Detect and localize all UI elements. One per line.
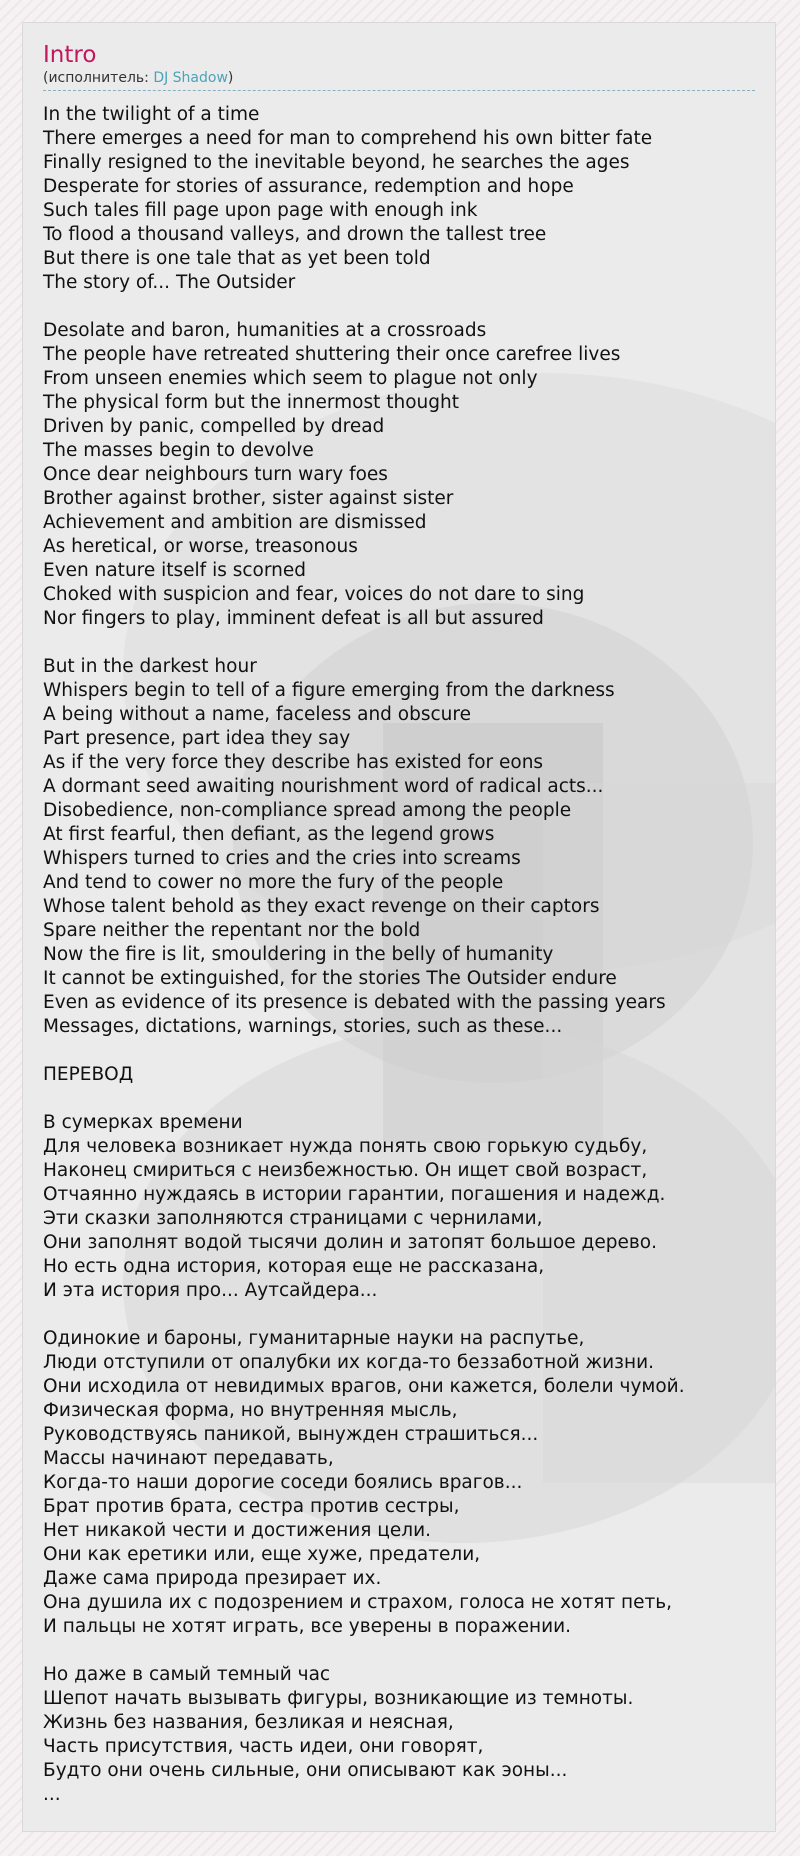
lyrics-line: Даже сама природа презирает их.	[43, 1568, 382, 1589]
lyrics-line: It cannot be extinguished, for the stories The Outsider endure	[43, 968, 617, 989]
performer-suffix: )	[227, 70, 234, 86]
lyrics-line: Жизнь без названия, безликая и неясная,	[43, 1712, 454, 1733]
lyrics-line: Messages, dictations, warnings, stories, such as these...	[43, 1016, 563, 1037]
lyrics-line: Они исходила от невидимых врагов, они кажется, болели чумой.	[43, 1376, 685, 1397]
lyrics-line: At first fearful, then defiant, as the legend grows	[43, 824, 495, 845]
lyrics-line: Они как еретики или, еще хуже, предатели,	[43, 1544, 481, 1565]
lyrics-line: The physical form but the innermost thought	[43, 392, 459, 413]
lyrics-line: Когда-то наши дорогие соседи боялись врагов...	[43, 1472, 523, 1493]
lyrics-blank-line	[43, 1087, 755, 1111]
lyrics-line: Но даже в самый темный час	[43, 1664, 331, 1685]
lyrics-line: Наконец смириться с неизбежностью. Он ищет свой возраст,	[43, 1160, 648, 1181]
lyrics-line: Whose talent behold as they exact revenge on their captors	[43, 896, 600, 917]
lyrics-blank-line	[43, 1639, 755, 1663]
lyrics-line: И пальцы не хотят играть, все уверены в поражении.	[43, 1616, 572, 1637]
lyrics-blank-line	[43, 631, 755, 655]
lyrics-line: The story of... The Outsider	[43, 272, 296, 293]
lyrics-line: Они заполнят водой тысячи долин и затопят большое дерево.	[43, 1232, 657, 1253]
lyrics-line: Whispers begin to tell of a figure emerging from the darkness	[43, 680, 615, 701]
lyrics-line: To flood a thousand valleys, and drown the tallest tree	[43, 224, 547, 245]
lyrics-line: Even as evidence of its presence is debated with the passing years	[43, 992, 666, 1013]
lyrics-line: In the twilight of a time	[43, 104, 260, 125]
lyrics-line: Она душила их с подозрением и страхом, голоса не хотят петь,	[43, 1592, 673, 1613]
lyrics-line: As heretical, or worse, treasonous	[43, 536, 358, 557]
lyrics-line: But in the darkest hour	[43, 656, 257, 677]
lyrics-line: Физическая форма, но внутренняя мысль,	[43, 1400, 458, 1421]
performer-link[interactable]: DJ Shadow	[153, 70, 228, 86]
lyrics-line: But there is one tale that as yet been told	[43, 248, 431, 269]
lyrics-blank-line	[43, 1039, 755, 1063]
lyrics-line: Finally resigned to the inevitable beyond, he searches the ages	[43, 152, 630, 173]
lyrics-line: Brother against brother, sister against sister	[43, 488, 454, 509]
lyrics-line: Achievement and ambition are dismissed	[43, 512, 427, 533]
lyrics-line: Для человека возникает нужда понять свою горькую судьбу,	[43, 1136, 648, 1157]
content	[23, 23, 775, 1807]
lyrics-line: And tend to cower no more the fury of the people	[43, 872, 504, 893]
lyrics-line: The masses begin to devolve	[43, 440, 314, 461]
lyrics-line: Once dear neighbours turn wary foes	[43, 464, 388, 485]
lyrics-line: Брат против брата, сестра против сестры,	[43, 1496, 460, 1517]
lyrics-line: И эта история про... Аутсайдера...	[43, 1280, 378, 1301]
lyrics-line: Отчаянно нуждаясь в истории гарантии, погашения и надежд.	[43, 1184, 666, 1205]
lyrics-line: ...	[43, 1784, 61, 1805]
lyrics-line: Even nature itself is scorned	[43, 560, 306, 581]
lyrics-line: A being without a name, faceless and obscure	[43, 704, 471, 725]
lyrics-line: В сумерках времени	[43, 1112, 243, 1133]
lyrics-line: A dormant seed awaiting nourishment word of radical acts...	[43, 776, 604, 797]
lyrics-line: Such tales fill page upon page with enough ink	[43, 200, 478, 221]
lyrics-line: Эти сказки заполняются страницами с чернилами,	[43, 1208, 543, 1229]
lyrics-line: As if the very force they describe has existed for eons	[43, 752, 544, 773]
lyrics-line: Now the fire is lit, smouldering in the belly of humanity	[43, 944, 554, 965]
lyrics-line: Будто они очень сильные, они описывают как эоны...	[43, 1760, 568, 1781]
lyrics-text	[43, 103, 755, 1807]
lyrics-line: Desperate for stories of assurance, redemption and hope	[43, 176, 574, 197]
lyrics-line: ПЕРЕВОД	[43, 1064, 134, 1085]
lyrics-blank-line	[43, 295, 755, 319]
lyrics-line: Spare neither the repentant nor the bold	[43, 920, 421, 941]
lyrics-line: Массы начинают передавать,	[43, 1448, 334, 1469]
lyrics-line: Desolate and baron, humanities at a crossroads	[43, 320, 487, 341]
lyrics-line: Choked with suspicion and fear, voices do not dare to sing	[43, 584, 585, 605]
lyrics-line: Но есть одна история, которая еще не рассказана,	[43, 1256, 545, 1277]
lyrics-line: Одинокие и бароны, гуманитарные науки на распутье,	[43, 1328, 585, 1349]
lyrics-line: Driven by panic, compelled by dread	[43, 416, 385, 437]
performer-line	[43, 69, 755, 91]
lyrics-blank-line	[43, 1303, 755, 1327]
song-title: Intro	[43, 42, 97, 68]
lyrics-card	[22, 22, 776, 1832]
lyrics-line: Whispers turned to cries and the cries into screams	[43, 848, 521, 869]
lyrics-line: Disobedience, non-compliance spread among the people	[43, 800, 572, 821]
lyrics-line: Руководствуясь паникой, вынужден страшиться...	[43, 1424, 539, 1445]
lyrics-line: From unseen enemies which seem to plague not only	[43, 368, 538, 389]
lyrics-line: Часть присутствия, часть идеи, они говорят,	[43, 1736, 484, 1757]
lyrics-line: Люди отступили от опалубки их когда-то беззаботной жизни.	[43, 1352, 654, 1373]
lyrics-line: Нет никакой чести и достижения цели.	[43, 1520, 432, 1541]
lyrics-line: The people have retreated shuttering their once carefree lives	[43, 344, 621, 365]
performer-prefix: (исполнитель:	[43, 70, 154, 86]
lyrics-line: Part presence, part idea they say	[43, 728, 351, 749]
lyrics-line: Шепот начать вызывать фигуры, возникающие из темноты.	[43, 1688, 634, 1709]
lyrics-line: There emerges a need for man to comprehend his own bitter fate	[43, 128, 653, 149]
lyrics-line: Nor fingers to play, imminent defeat is all but assured	[43, 608, 544, 629]
